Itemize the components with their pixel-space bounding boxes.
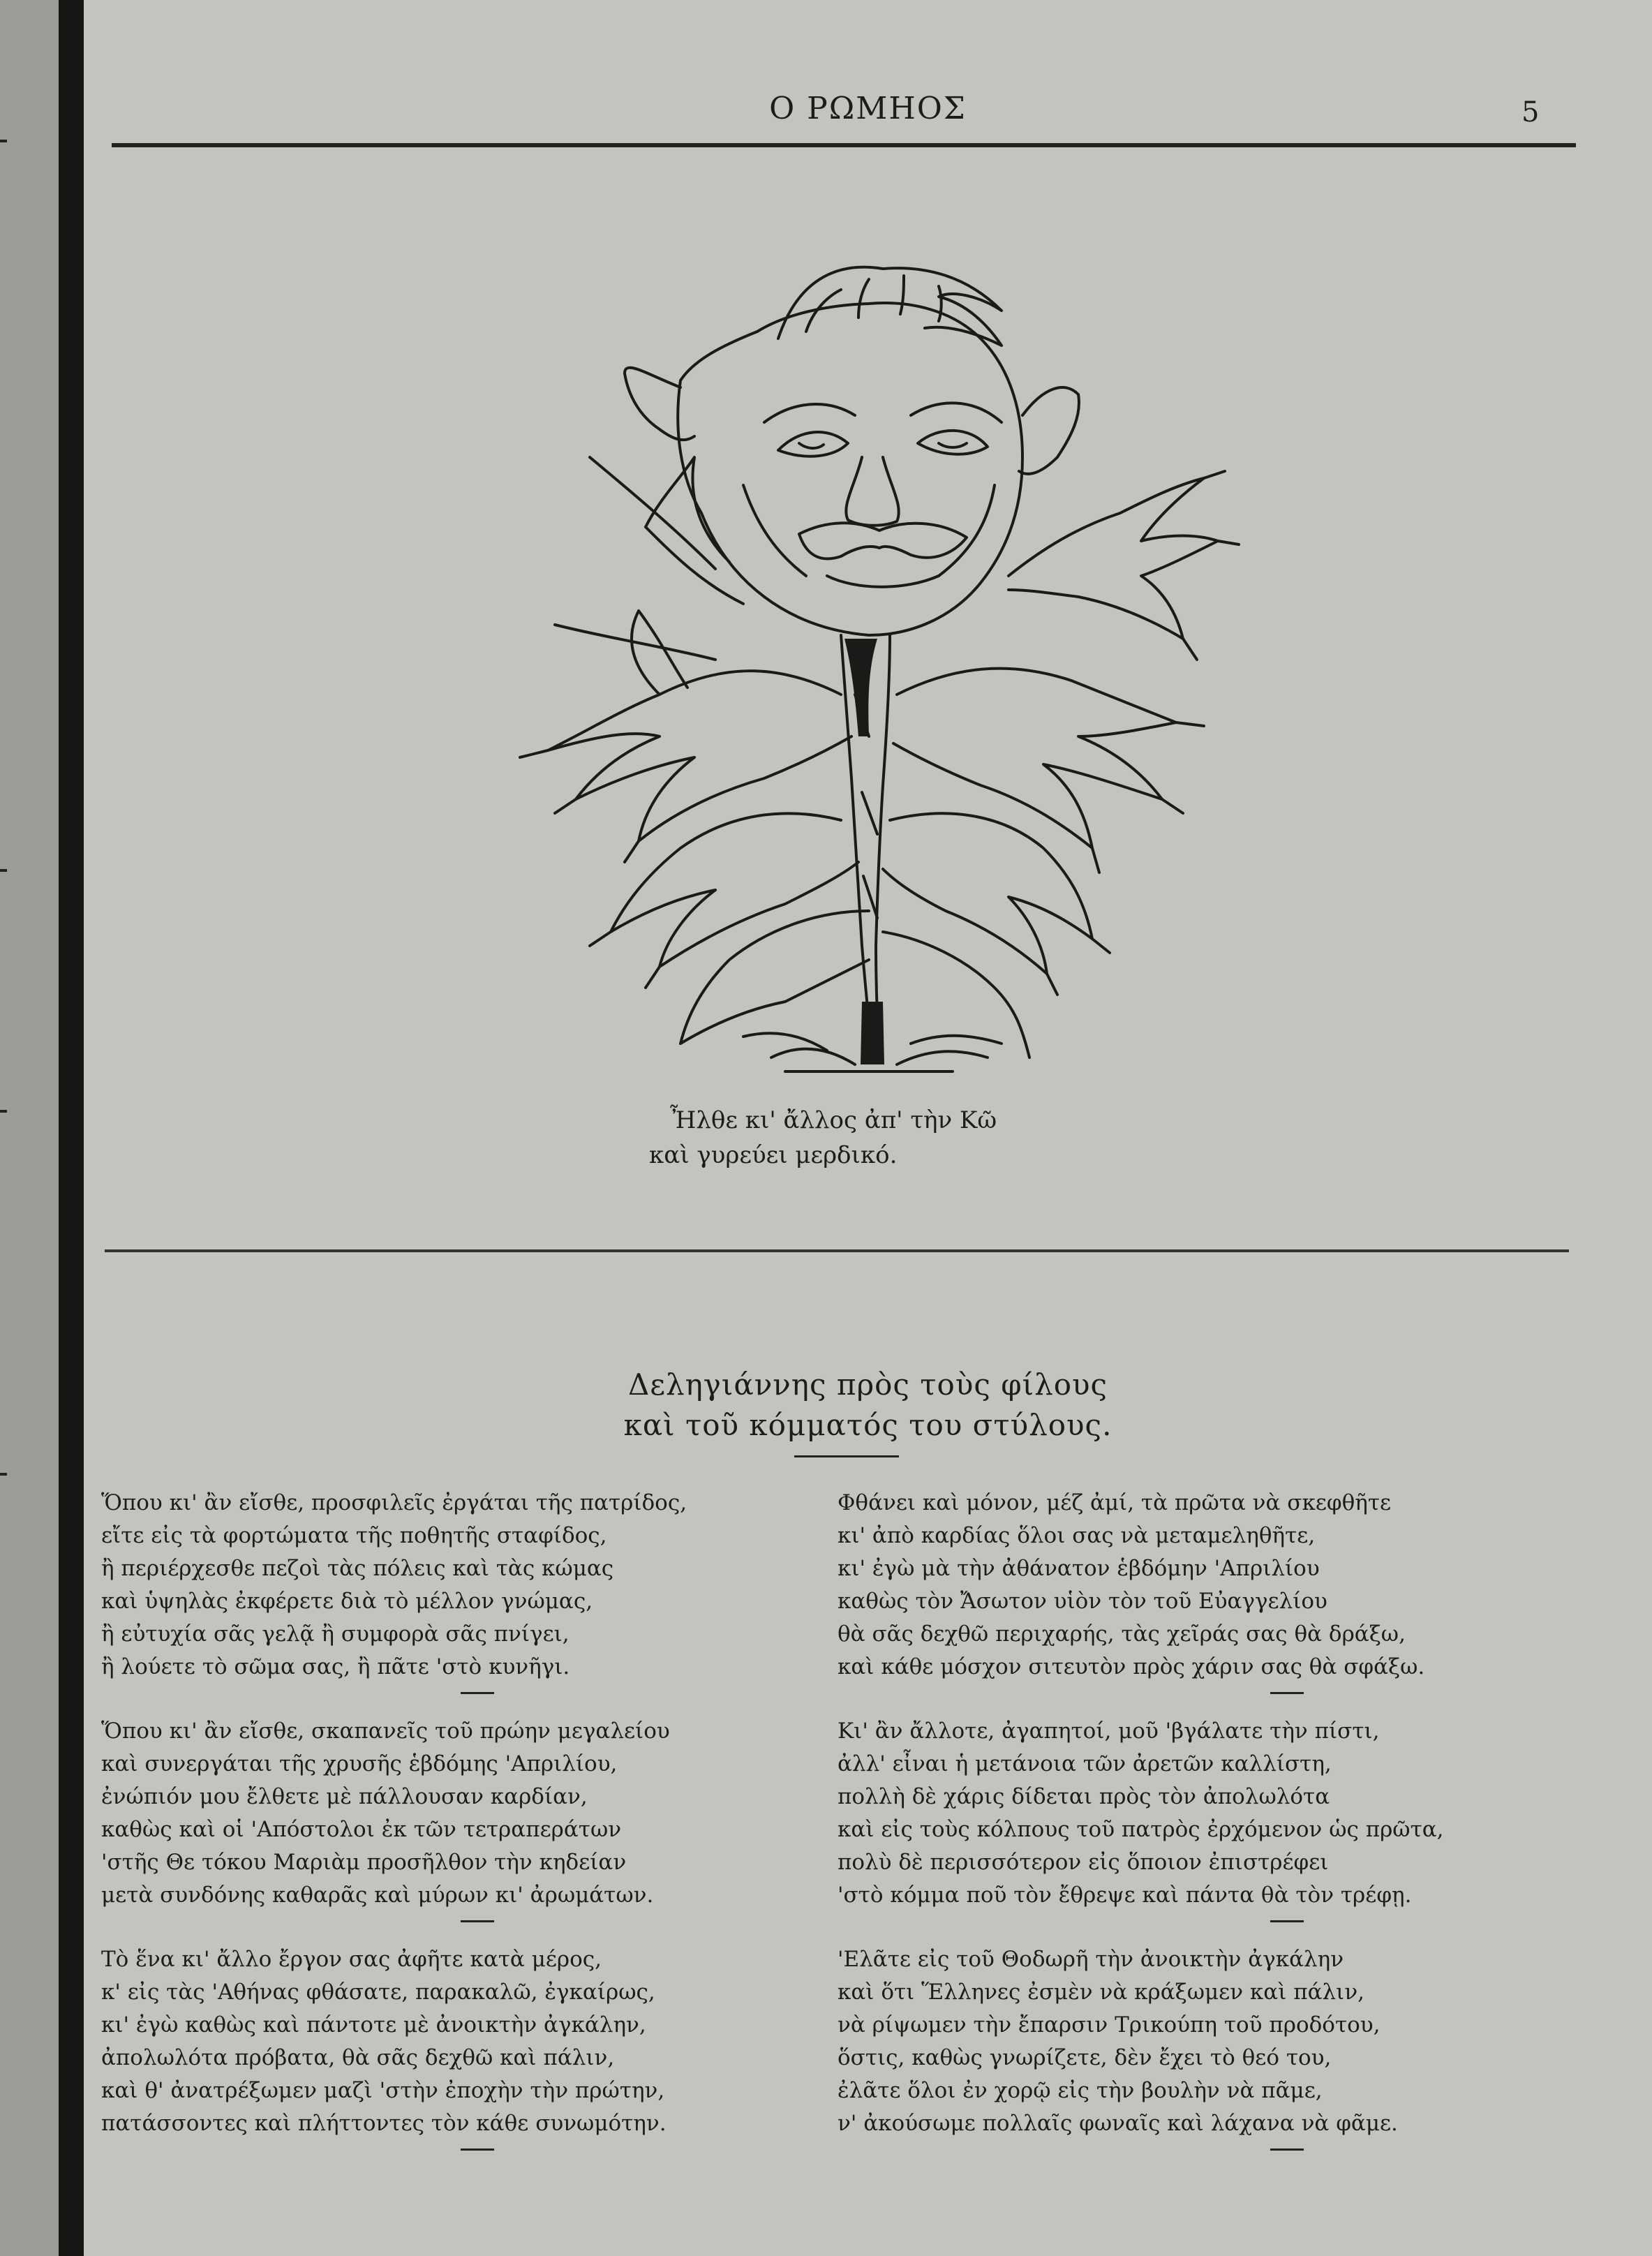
- verse-line: 'στὸ κόμμα ποῦ τὸν ἔθρεψε καὶ πάντα θὰ τὸν τρέφῃ.: [838, 1883, 1412, 1908]
- nose: [846, 457, 898, 526]
- stanza: [101, 1487, 792, 1684]
- verse-line: Τὸ ἕνα κι' ἄλλο ἔργον σας ἀφῆτε κατὰ μέρος,: [101, 1947, 602, 1972]
- stanza-separator: [461, 1920, 494, 1922]
- newspaper-page: [84, 0, 1652, 2256]
- verse-line: καὶ κάθε μόσχον σιτευτὸν πρὸς χάριν σας θὰ σφάξω.: [838, 1654, 1425, 1679]
- verse-line: Κι' ἂν ἄλλοτε, ἀγαπητοί, μοῦ 'βγάλατε τὴν πίστι,: [838, 1719, 1380, 1744]
- verse-line: θὰ σᾶς δεχθῶ περιχαρής, τὰς χεῖράς σας θὰ δράξω,: [838, 1622, 1406, 1647]
- verse-line: πατάσσοντες καὶ πλήττοντες τὸν κάθε συνωμότην.: [101, 2111, 667, 2136]
- thistle-leaf: [883, 932, 1029, 1058]
- thistle-leaf: [1009, 478, 1218, 639]
- verse-line: ἐνώπιόν μου ἔλθετε μὲ πάλλουσαν καρδίαν,: [101, 1784, 588, 1809]
- stanza: [838, 1715, 1528, 1912]
- verse-line: 'στῆς Θε τόκου Μαριὰμ προσῆλθον τὴν κηδείαν: [101, 1850, 627, 1875]
- stanza-separator: [1270, 2149, 1304, 2151]
- verse-line: ἢ λούετε τὸ σῶμα σας, ἢ πᾶτε 'στὸ κυνῆγι.: [101, 1654, 570, 1679]
- title-rule: [794, 1455, 899, 1457]
- hair-tuft: [778, 267, 1002, 346]
- verse-line: καὶ ὅτι Ἕλληνες ἐσμὲν νὰ κράξωμεν καὶ πάλιν,: [838, 1980, 1365, 2005]
- verse-line: κι' ἐγὼ μὰ τὴν ἀθάνατον ἑβδόμην 'Απριλίου: [838, 1556, 1320, 1581]
- verse-line: μετὰ συνδόνης καθαρᾶς καὶ μύρων κι' ἀρωμάτων.: [101, 1883, 654, 1908]
- header-rule: [112, 143, 1576, 147]
- verse-line: πολλὴ δὲ χάρις δίδεται πρὸς τὸν ἀπολωλότα: [838, 1784, 1330, 1809]
- verse-line: καθὼς τὸν Ἄσωτον υἱὸν τὸν τοῦ Εὐαγγελίου: [838, 1589, 1327, 1614]
- verse-line: Ὅπου κι' ἂν εἴσθε, προσφιλεῖς ἐργάται τῆς πατρίδος,: [101, 1490, 687, 1515]
- verse-line: ἀπολωλότα πρόβατα, θὰ σᾶς δεχθῶ καὶ πάλιν,: [101, 2045, 615, 2070]
- verse-line: ἐλᾶτε ὅλοι ἐν χορῷ εἰς τὴν βουλὴν νὰ πᾶμε,: [838, 2078, 1323, 2103]
- binding-mark: [0, 869, 7, 872]
- mustache: [799, 523, 967, 558]
- stanza-separator: [1270, 1920, 1304, 1922]
- stanza-separator: [461, 1692, 494, 1694]
- stanza: [838, 1943, 1528, 2140]
- verse-line: κι' ἀπὸ καρδίας ὅλοι σας νὰ μεταμεληθῆτε,: [838, 1523, 1316, 1548]
- left-ear: [625, 368, 694, 440]
- stanza: [101, 1943, 792, 2140]
- stanza-separator: [461, 2149, 494, 2151]
- section-rule: [105, 1249, 1569, 1252]
- caricature-illustration: [450, 248, 1291, 1078]
- poem-left-column: [101, 1487, 792, 2172]
- caption-line: καὶ γυρεύει μερδικό.: [649, 1141, 898, 1169]
- left-eye: [778, 432, 848, 457]
- head-outline: [678, 303, 1022, 635]
- verse-line: κ' εἰς τὰς 'Αθήνας φθάσατε, παρακαλῶ, ἐγκαίρως,: [101, 1980, 655, 2005]
- verse-line: νὰ ρίψωμεν τὴν ἔπαρσιν Τρικούπη τοῦ προδότου,: [838, 2012, 1381, 2038]
- verse-line: Ὅπου κι' ἂν εἴσθε, σκαπανεῖς τοῦ πρώην μεγαλείου: [101, 1719, 670, 1744]
- verse-line: ὅστις, καθὼς γνωρίζετε, δὲν ἔχει τὸ θεό του,: [838, 2045, 1332, 2070]
- verse-line: ἀλλ' εἶναι ἡ μετάνοια τῶν ἀρετῶν καλλίστη,: [838, 1751, 1332, 1776]
- caption-line: Ἦλθε κι' ἄλλος ἀπ' τὴν Κῶ: [670, 1106, 997, 1134]
- thistle-leaf: [590, 457, 743, 604]
- binding-mark: [0, 1473, 7, 1476]
- verse-line: καὶ συνεργάται τῆς χρυσῆς ἑβδόμης 'Απριλίου,: [101, 1751, 618, 1776]
- binding-strip: [0, 0, 59, 2256]
- binding-mark: [0, 140, 7, 142]
- stanza-separator: [1270, 1692, 1304, 1694]
- verse-line: εἴτε εἰς τὰ φορτώματα τῆς ποθητῆς σταφίδος,: [101, 1523, 607, 1548]
- verse-line: καὶ θ' ἀνατρέξωμεν μαζὶ 'στὴν ἐποχὴν τὴν πρώτην,: [101, 2078, 665, 2103]
- poem-right-column: [838, 1487, 1528, 2172]
- binding-gutter: [59, 0, 84, 2256]
- verse-line: ἢ εὐτυχία σᾶς γελᾷ ἢ συμφορὰ σᾶς πνίγει,: [101, 1622, 570, 1647]
- verse-line: καθὼς καὶ οἱ 'Απόστολοι ἐκ τῶν τετραπεράτων: [101, 1817, 622, 1842]
- verse-line: πολὺ δὲ περισσότερον εἰς ὅποιον ἐπιστρέφει: [838, 1850, 1329, 1875]
- stanza: [838, 1487, 1528, 1684]
- poem-title-line: καὶ τοῦ κόμματός του στύλους.: [623, 1408, 1113, 1442]
- thistle-leaf: [883, 813, 1092, 974]
- right-ear: [1019, 387, 1079, 474]
- verse-line: καὶ ὑψηλὰς ἐκφέρετε διὰ τὸ μέλλον γνώμας,: [101, 1589, 593, 1614]
- right-eye: [918, 431, 988, 454]
- verse-line: κι' ἐγὼ καθὼς καὶ πάντοτε μὲ ἀνοικτὴν ἀγκάλην,: [101, 2012, 646, 2038]
- verse-line: ν' ἀκούσωμε πολλαῖς φωναῖς καὶ λάχανα νὰ φᾶμε.: [838, 2111, 1398, 2136]
- thistle-leaf: [893, 669, 1176, 848]
- verse-line: 'Ελᾶτε εἰς τοῦ Θοδωρῆ τὴν ἀνοικτὴν ἀγκάλην: [838, 1947, 1344, 1972]
- illustration-caption: [649, 1103, 1138, 1173]
- stanza: [101, 1715, 792, 1912]
- masthead-title: Ο ΡΩΜΗΟΣ: [769, 91, 967, 126]
- page-number: 5: [1521, 96, 1540, 128]
- poem-title-line: Δεληγιάννης πρὸς τοὺς φίλους: [627, 1367, 1108, 1402]
- verse-line: Φθάνει καὶ μόνον, μέζ ἀμί, τὰ πρῶτα νὰ σκεφθῆτε: [838, 1490, 1392, 1515]
- thistle-leaf: [611, 813, 858, 967]
- binding-mark: [0, 1110, 7, 1113]
- thistle-leaf: [680, 911, 869, 1044]
- verse-line: καὶ εἰς τοὺς κόλπους τοῦ πατρὸς ἐρχόμενον ὡς πρῶτα,: [838, 1817, 1444, 1842]
- poem-title: [84, 1365, 1652, 1446]
- verse-line: ἢ περιέρχεσθε πεζοὶ τὰς πόλεις καὶ τὰς κώμας: [101, 1556, 614, 1581]
